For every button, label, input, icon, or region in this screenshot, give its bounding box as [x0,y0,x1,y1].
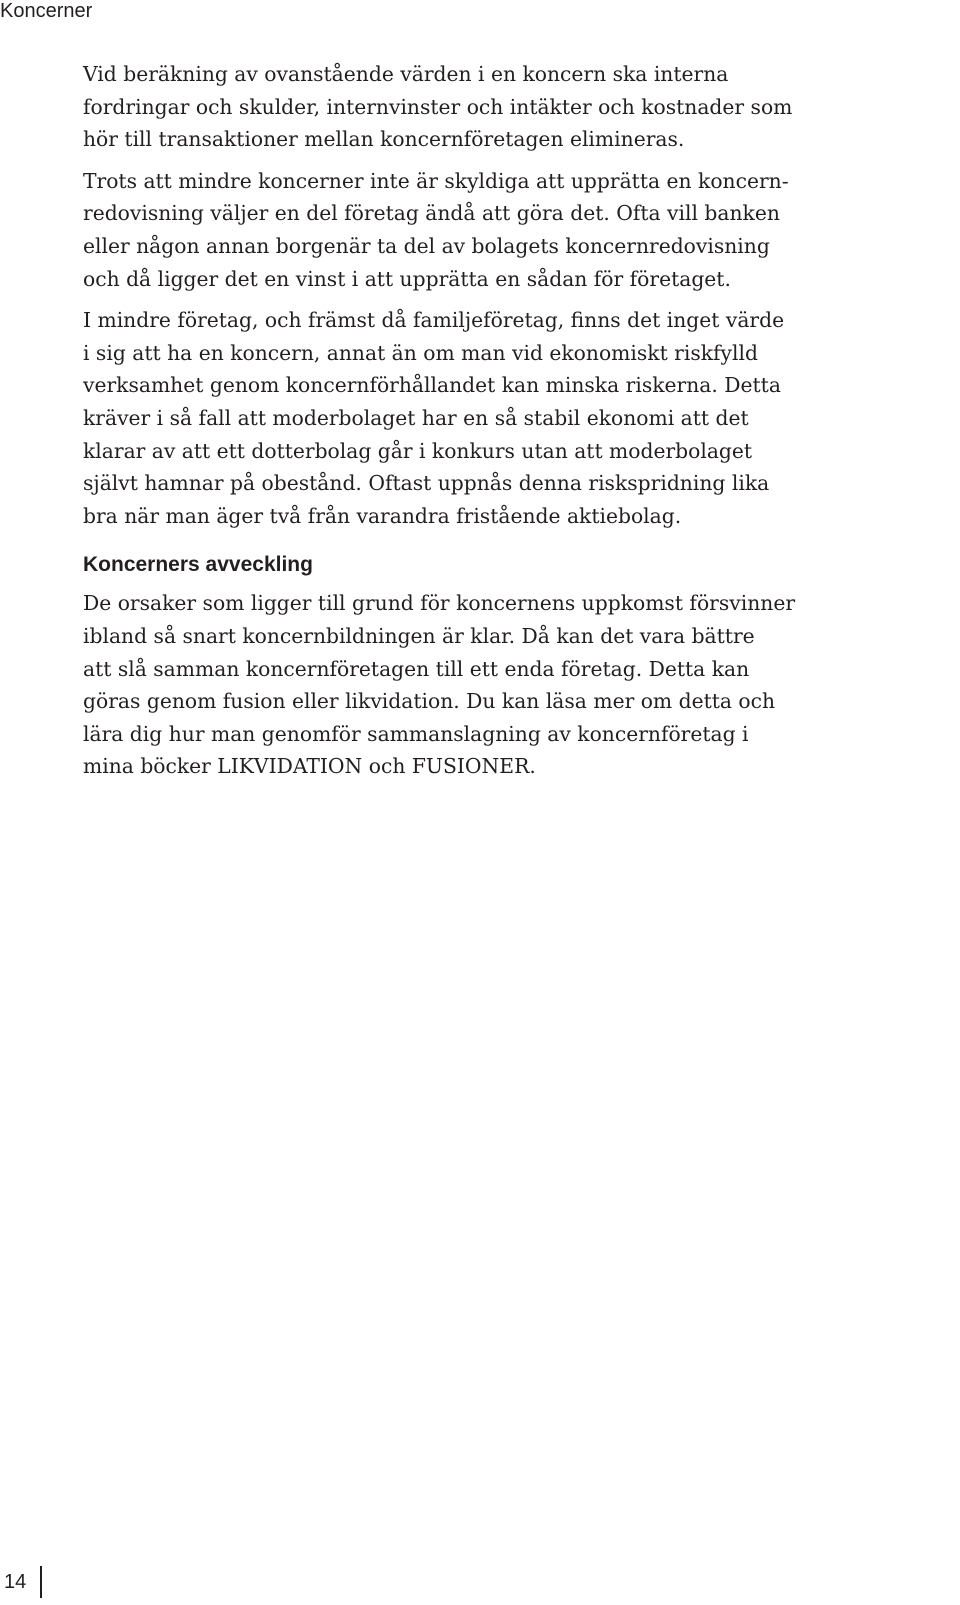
text-line: klarar av att ett dotterbolag går i konkurs utan att moderbolaget [83,438,753,463]
text-line: kräver i så fall att moderbolaget har en så stabil ekonomi att det [83,405,749,430]
text-line: eller någon annan borgenär ta del av bolagets koncernredovisning [83,233,770,258]
text-line: i sig att ha en koncern, annat än om man vid ekonomiskt riskfylld [83,340,758,365]
running-header: Koncerner [0,0,93,22]
text-line: Trots att mindre koncerner inte är skyldiga att upprätta en koncern- [83,168,789,193]
text-line: De orsaker som ligger till grund för koncernens uppkomst försvinner [83,591,796,616]
text-line: mina böcker LIKVIDATION och FUSIONER. [83,754,536,779]
text-line: Vid beräkning av ovanstående värden i en koncern ska interna [83,62,729,86]
paragraph-elimination [83,58,960,156]
text-line: lära dig hur man genomför sammanslagning av koncernföretag i [83,721,749,746]
page-body [83,58,960,792]
text-line: verksamhet genom koncernförhållandet kan minska riskerna. Detta [83,373,781,398]
page-number: 14 [4,1571,27,1593]
text-line: göras genom fusion eller likvidation. Du kan läsa mer om detta och [83,689,776,714]
text-line: I mindre företag, och främst då familjeföretag, finns det inget värde [83,308,785,333]
text-line: hör till transaktioner mellan koncernföretagen elimineras. [83,127,685,152]
text-line: ibland så snart koncernbildningen är klar. Då kan det vara bättre [83,623,755,648]
paragraph-family-business [83,304,960,532]
text-line: och då ligger det en vinst i att upprätta en sådan för företaget. [83,266,731,291]
footer-divider [40,1566,42,1598]
text-line: redovisning väljer en del företag ändå att göra det. Ofta vill banken [83,201,780,226]
page-footer [0,1566,42,1598]
text-line: att slå samman koncernföretagen till ett enda företag. Detta kan [83,656,750,681]
paragraph-dissolution [83,587,960,783]
paragraph-voluntary-reporting [83,165,960,295]
text-line: fordringar och skulder, internvinster och intäkter och kostnader som [83,94,793,119]
text-line: självt hamnar på obestånd. Oftast uppnås denna riskspridning lika [83,471,770,496]
text-line: bra när man äger två från varandra fristående aktiebolag. [83,503,682,528]
section-heading: Koncerners avveckling [83,553,313,577]
